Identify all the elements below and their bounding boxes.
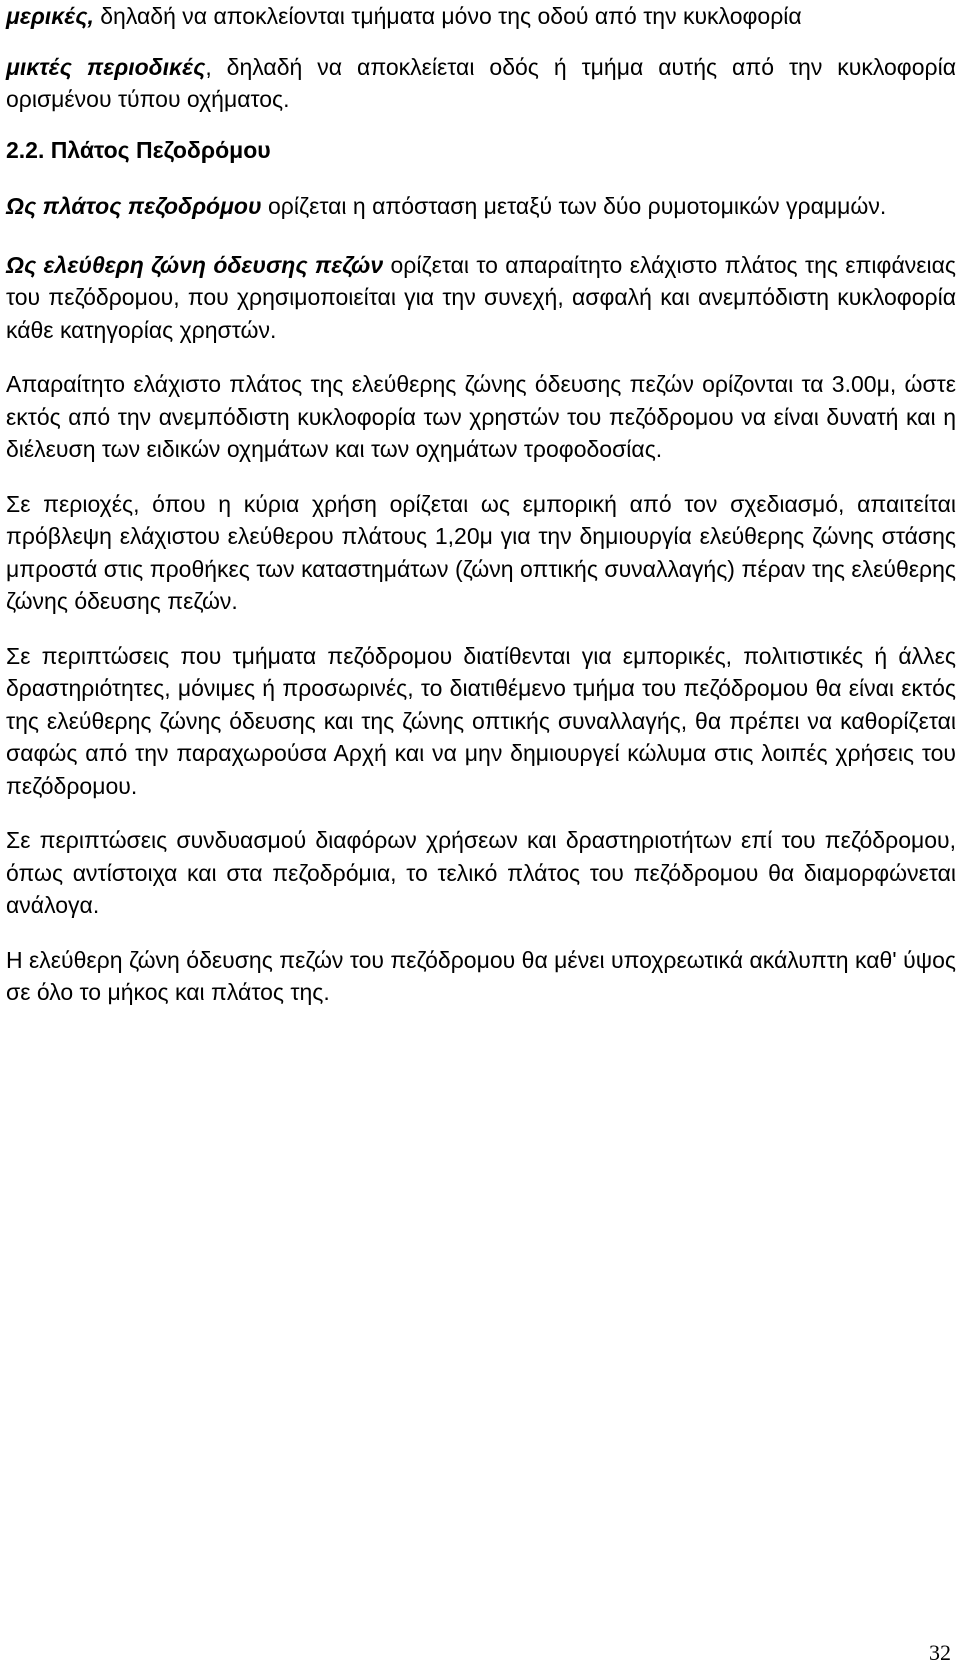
paragraph-activities: Σε περιπτώσεις που τμήματα πεζόδρομου διατίθενται για εμπορικές, πολιτιστικές ή άλλες δραστηριότητες, μόνιμες ή προσωρινές, το διατιθέμενο τμήμα του πεζόδρομου θα είναι εκτός της ελεύθερης ζώνης όδευσης και της ζώνης οπτικής συναλλαγής, θα πρέπει να καθορίζεται σαφώς από την παραχωρούσα Αρχή και να μην δημιουργεί κώλυμα στις λοιπές χρήσεις του πεζόδρομου. — [6, 642, 956, 799]
paragraph-partial-closure — [6, 0, 956, 33]
paragraph-mixed-periodic — [6, 51, 956, 116]
term-partial: μερικές, — [6, 3, 94, 29]
paragraph-free-walking-zone — [6, 249, 956, 347]
page-number: 32 — [929, 1640, 951, 1665]
term-free-walking-zone: Ως ελεύθερη ζώνη όδευσης πεζών — [6, 251, 384, 278]
document-page — [6, 0, 956, 1009]
term-pedestrian-street-width: Ως πλάτος πεζοδρόμου — [6, 193, 262, 219]
text-mixed-periodic: , δηλαδή να αποκλείεται οδός ή τμήμα αυτής από την κυκλοφορία ορισμένου τύπου οχήματος. — [6, 53, 957, 112]
paragraph-pedestrian-street-width — [6, 190, 956, 223]
section-heading: 2.2. Πλάτος Πεζοδρόμου — [6, 136, 271, 163]
paragraph-minimum-width: Απαραίτητο ελάχιστο πλάτος της ελεύθερης ζώνης όδευσης πεζών ορίζονται τα 3.00μ, ώστε εκτός από την ανεμπόδιστη κυκλοφορία των χρηστών του πεζόδρομου να είναι δυνατή και η διέλευση των ειδικών οχημάτων και των οχημάτων τροφοδοσίας. — [6, 371, 956, 462]
paragraph-combined-uses: Σε περιπτώσεις συνδυασμού διαφόρων χρήσεων και δραστηριοτήτων επί του πεζόδρομου, όπως αντίστοιχα και στα πεζοδρόμια, το τελικό πλάτος του πεζόδρομου θα διαμορφώνεται ανάλογα. — [6, 827, 956, 918]
paragraph-uncovered-zone: Η ελεύθερη ζώνη όδευσης πεζών του πεζόδρομου θα μένει υποχρεωτικά ακάλυπτη καθ' ύψος σε όλο το μήκος και πλάτος της. — [6, 946, 956, 1005]
text-free-walking-zone: ορίζεται το απαραίτητο ελάχιστο πλάτος της επιφάνειας του πεζόδρομου, που χρησιμοποιείται για την συνεχή, ασφαλή και ανεμπόδιστη κυκλοφορία κάθε κατηγορίας χρηστών. — [6, 251, 956, 343]
text-partial: δηλαδή να αποκλείονται τμήματα μόνο της οδού από την κυκλοφορία — [93, 3, 802, 29]
term-mixed-periodic: μικτές περιοδικές — [6, 53, 206, 80]
text-pedestrian-street-width: ορίζεται η απόσταση μεταξύ των δύο ρυμοτομικών γραμμών. — [261, 193, 887, 219]
paragraph-commercial-areas: Σε περιοχές, όπου η κύρια χρήση ορίζεται ως εμπορική από τον σχεδιασμό, απαιτείται πρόβλεψη ελάχιστου ελεύθερου πλάτους 1,20μ για την δημιουργία ελεύθερης ζώνης στάσης μπροστά στις προθήκες των καταστημάτων (ζώνη οπτικής συναλλαγής) πέραν της ελεύθερης ζώνης όδευσης πεζών. — [6, 490, 956, 614]
